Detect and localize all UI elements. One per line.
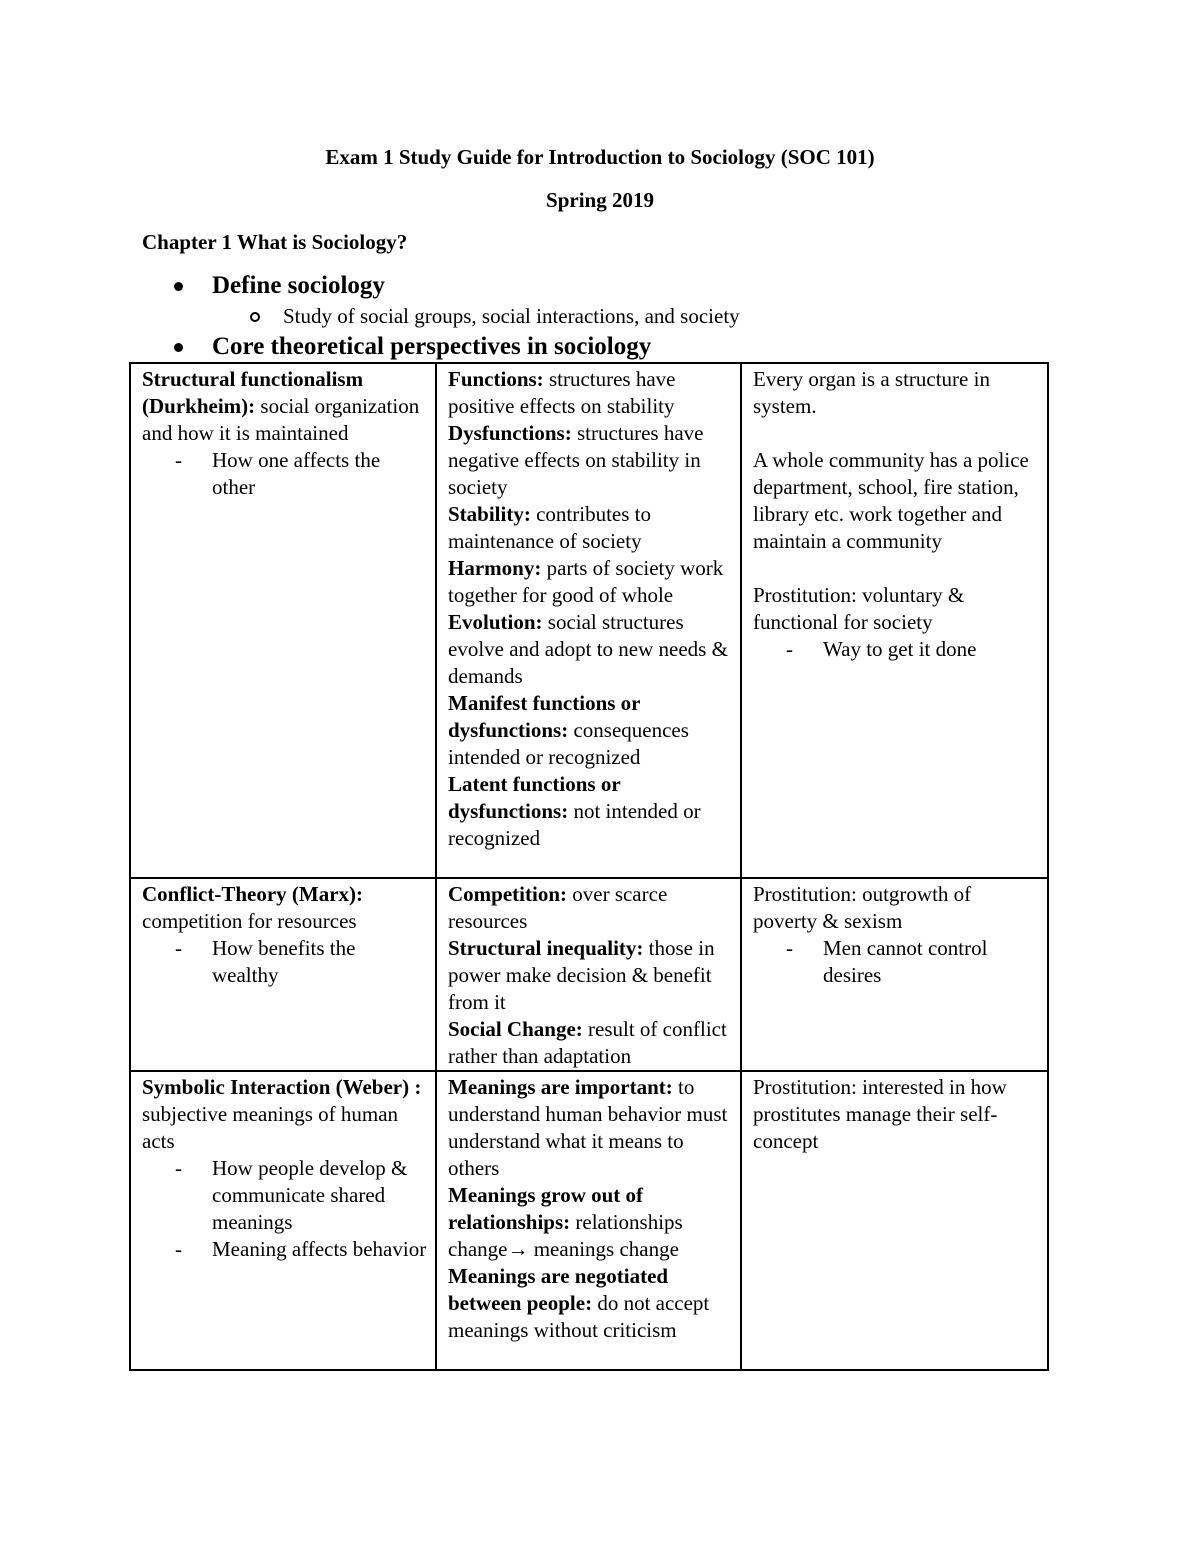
concept-term: Functions: [448,367,544,391]
theory-name: Symbolic Interaction (Weber) : [142,1075,422,1099]
theory-definition [142,881,427,935]
concept-item [448,420,732,501]
examples-cell [741,363,1048,878]
concept-item [448,935,732,1016]
example-text: A whole community has a police department, school, fire station, library etc. work together and maintain a community [753,448,1029,553]
sub-bullet-label: Study of social groups, social interactions, and society [283,304,740,328]
bullet-define-sociology [212,272,385,300]
bullet-ring-icon [250,312,260,322]
examples-cell [741,1071,1048,1370]
example-points [753,935,1039,989]
concept-term: Meanings grow out of relationships: [448,1183,644,1234]
concept-term: Harmony: [448,556,542,580]
concept-term: Dysfunctions: [448,421,572,445]
perspectives-table [129,362,1049,1371]
concept-desc: result of conflict rather than adaptation [448,1017,727,1068]
bullet-label: Core theoretical perspectives in sociology [212,333,652,360]
list-item: - How people develop & communicate shared meanings [212,1155,427,1236]
concepts-cell [436,1071,741,1370]
list-item: - Meaning affects behavior [212,1236,427,1263]
list-item: - Men cannot control desires [823,935,1039,989]
concept-term: Competition: [448,882,567,906]
example-points [753,636,1039,663]
concept-item [448,555,732,609]
concept-item [448,881,732,935]
concept-desc: structures have negative effects on stability in society [448,421,704,499]
theory-description: competition for resources [142,909,357,933]
concept-desc: parts of society work together for good of whole [448,556,724,607]
concept-desc: contributes to maintenance of society [448,502,651,553]
theory-points [142,935,427,989]
theory-points [142,1155,427,1263]
theory-name: Structural functionalism (Durkheim): [142,367,364,418]
list-item: - How one affects the other [212,447,427,501]
theory-name: Conflict-Theory (Marx): [142,882,364,906]
concept-term: Manifest functions or dysfunctions: [448,691,641,742]
concept-item [448,1016,732,1070]
concepts-cell [436,363,741,878]
concept-term: Meanings are negotiated between people: [448,1264,669,1315]
theory-cell [130,363,436,878]
concept-desc: over scarce resources [448,882,668,933]
concept-term: Social Change: [448,1017,583,1041]
theory-definition [142,366,427,447]
table-row [130,1071,1048,1370]
example-text: Every organ is a structure in system. [753,367,990,418]
bullet-core-perspectives [212,333,651,361]
concept-term: Structural inequality: [448,936,644,960]
bullet-dot-icon [174,282,183,291]
table-row [130,363,1048,878]
concept-desc: those in power make decision & benefit from it [448,936,715,1014]
concept-desc: social structures evolve and adopt to new needs & demands [448,610,728,688]
theory-description: subjective meanings of human acts [142,1102,399,1153]
theory-definition [142,1074,427,1155]
concept-desc: consequences intended or recognized [448,718,689,769]
concept-term: Evolution: [448,610,543,634]
example-text: Prostitution: voluntary & functional for society [753,583,965,634]
bullet-label: Define sociology [212,272,385,299]
concept-item [448,1263,732,1344]
bullet-dot-icon [174,343,183,352]
concept-item [448,690,732,771]
example-text: Prostitution: outgrowth of poverty & sexism [753,882,972,933]
concept-item [448,366,732,420]
sub-bullet-definition [283,304,740,329]
concept-item [448,1182,732,1263]
theory-cell [130,1071,436,1370]
concepts-cell [436,878,741,1071]
theory-points [142,447,427,501]
concept-desc: relationships change→ meanings change [448,1210,683,1261]
concept-desc: to understand human behavior must understand what it means to others [448,1075,728,1180]
list-item: - How benefits the wealthy [212,935,427,989]
concept-desc: structures have positive effects on stability [448,367,676,418]
concept-item [448,609,732,690]
list-item: - Way to get it done [823,636,1039,663]
concept-item [448,1074,732,1182]
concept-item [448,501,732,555]
concept-desc: do not accept meanings without criticism [448,1291,710,1342]
chapter-heading: Chapter 1 What is Sociology? [142,230,408,254]
concept-desc: not intended or recognized [448,799,701,850]
example-text: Prostitution: interested in how prostitutes manage their self-concept [753,1075,1007,1153]
concept-term: Meanings are important: [448,1075,673,1099]
concept-term: Stability: [448,502,531,526]
document-term: Spring 2019 [546,188,654,212]
document-title: Exam 1 Study Guide for Introduction to Sociology (SOC 101) [325,145,875,169]
concept-item [448,771,732,852]
theory-description: social organization and how it is maintained [142,394,420,445]
concept-term: Latent functions or dysfunctions: [448,772,621,823]
examples-cell [741,878,1048,1071]
table-row [130,878,1048,1071]
theory-cell [130,878,436,1071]
